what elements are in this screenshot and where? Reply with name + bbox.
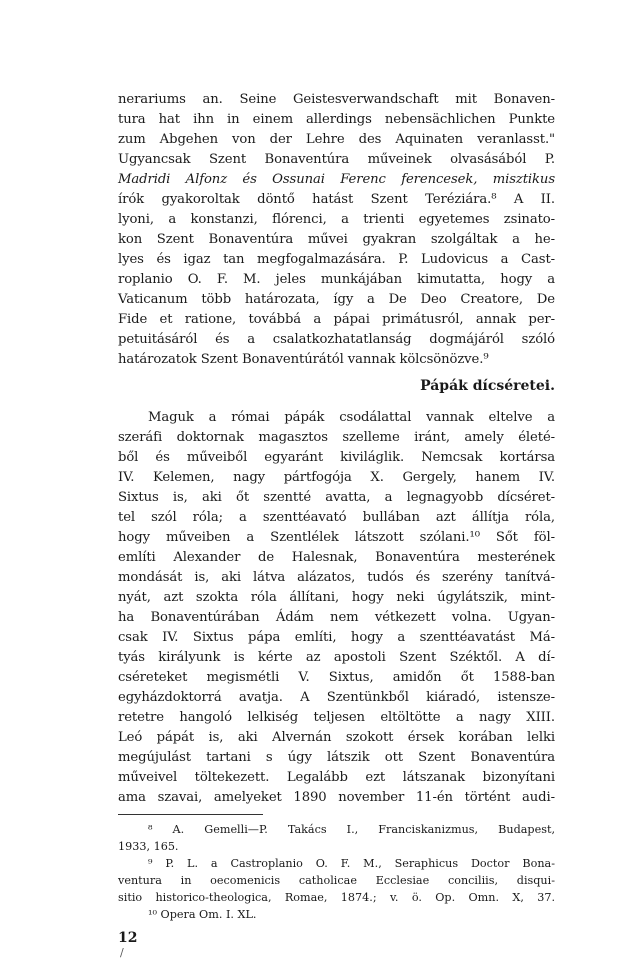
text-line: Madridi Alfonz és Ossunai Ferenc ferencesek, misztikus bbox=[118, 172, 555, 187]
page-number: 12 bbox=[118, 930, 138, 946]
text-line: ha Bonaventúrában Ádám nem vétkezett volna. Ugyan- bbox=[118, 610, 555, 625]
text-line: lyoni, a konstanzi, flórenci, a trienti egyetemes zsinato- bbox=[118, 212, 555, 227]
text-line: mondását is, aki látva alázatos, tudós és szerény tanítvá- bbox=[118, 570, 555, 585]
footnote-rule bbox=[118, 814, 263, 815]
text-line: zum Abgehen von der Lehre des Aquinaten veranlasst." bbox=[118, 132, 555, 147]
text-line: cséreteket megismétli V. Sixtus, amidőn őt 1588-ban bbox=[118, 670, 555, 685]
section-heading: Pápák dícséretei. bbox=[420, 378, 555, 394]
text-line: petuitásáról és a csalatkozhatatlanság dogmájáról szóló bbox=[118, 332, 555, 347]
text-line: csak IV. Sixtus pápa említi, hogy a szenttéavatást Má- bbox=[118, 630, 555, 645]
text-line: roplanio O. F. M. jeles munkájában kimutatta, hogy a bbox=[118, 272, 555, 287]
stray-mark: / bbox=[120, 946, 124, 959]
text-line: IV. Kelemen, nagy pártfogója X. Gergely, hanem IV. bbox=[118, 470, 555, 485]
text-line: lyes és igaz tan megfogalmazására. P. Ludovicus a Cast- bbox=[118, 252, 555, 267]
text-line: egyházdoktorrá avatja. A Szentünkből kiáradó, istensze- bbox=[118, 690, 555, 705]
text-line: tel szól róla; a szenttéavató bullában azt állítja róla, bbox=[118, 510, 555, 525]
text-line: ama szavai, amelyeket 1890 november 11-én történt audi- bbox=[118, 790, 555, 805]
footnote-line: 1933, 165. bbox=[118, 840, 179, 853]
text-line: tura hat ihn in einem allerdings nebensächlichen Punkte bbox=[118, 112, 555, 127]
footnote-line: ¹⁰ Opera Om. I. XL. bbox=[148, 908, 257, 921]
text-line: ből és műveiből egyaránt kiviláglik. Nemcsak kortársa bbox=[118, 450, 555, 465]
text-line: szeráfi doktornak magasztos szelleme iránt, amely életé- bbox=[118, 430, 555, 445]
text-line: Leó pápát is, aki Alvernán szokott érsek korában lelki bbox=[118, 730, 555, 745]
text-line: írók gyakoroltak döntő hatást Szent Teréziára.⁸ A II. bbox=[118, 192, 555, 207]
text-line: műveivel töltekezett. Legalább ezt látszanak bizonyítani bbox=[118, 770, 555, 785]
footnote-line: ⁹ P. L. a Castroplanio O. F. M., Seraphicus Doctor Bona- bbox=[148, 857, 555, 870]
text-line: hogy műveiben a Szentlélek látszott szólani.¹⁰ Sőt föl- bbox=[118, 530, 555, 545]
text-line: Maguk a római pápák csodálattal vannak eltelve a bbox=[148, 410, 555, 425]
footnote-line: sitio historico-theologica, Romae, 1874.; v. ö. Op. Omn. X, 37. bbox=[118, 891, 555, 904]
footnote-line: ventura in oecomenicis catholicae Ecclesiae conciliis, disqui- bbox=[118, 874, 555, 887]
text-line: kon Szent Bonaventúra művei gyakran szolgáltak a he- bbox=[118, 232, 555, 247]
text-line: nyát, azt szokta róla állítani, hogy neki úgylátszik, mint- bbox=[118, 590, 555, 605]
text-line: Ugyancsak Szent Bonaventúra műveinek olvasásából P. bbox=[118, 152, 555, 167]
text-line: Vaticanum több határozata, így a De Deo Creatore, De bbox=[118, 292, 555, 307]
footnote-line: ⁸ A. Gemelli—P. Takács I., Franciskanizmus, Budapest, bbox=[148, 823, 555, 836]
text-line: Fide et ratione, továbbá a pápai primátusról, annak per- bbox=[118, 312, 555, 327]
text-line: nerariums an. Seine Geistesverwandschaft mit Bonaven- bbox=[118, 92, 555, 107]
text-line: határozatok Szent Bonaventúrától vannak kölcsönözve.⁹ bbox=[118, 352, 489, 367]
text-line: említi Alexander de Halesnak, Bonaventúra mesterének bbox=[118, 550, 555, 565]
text-line: megújulást tartani s úgy látszik ott Szent Bonaventúra bbox=[118, 750, 555, 765]
text-line: Sixtus is, aki őt szentté avatta, a legnagyobb dícséret- bbox=[118, 490, 555, 505]
text-line: tyás királyunk is kérte az apostoli Szent Széktől. A dí- bbox=[118, 650, 555, 665]
text-line: retetre hangoló lelkiség teljesen eltöltötte a nagy XIII. bbox=[118, 710, 555, 725]
